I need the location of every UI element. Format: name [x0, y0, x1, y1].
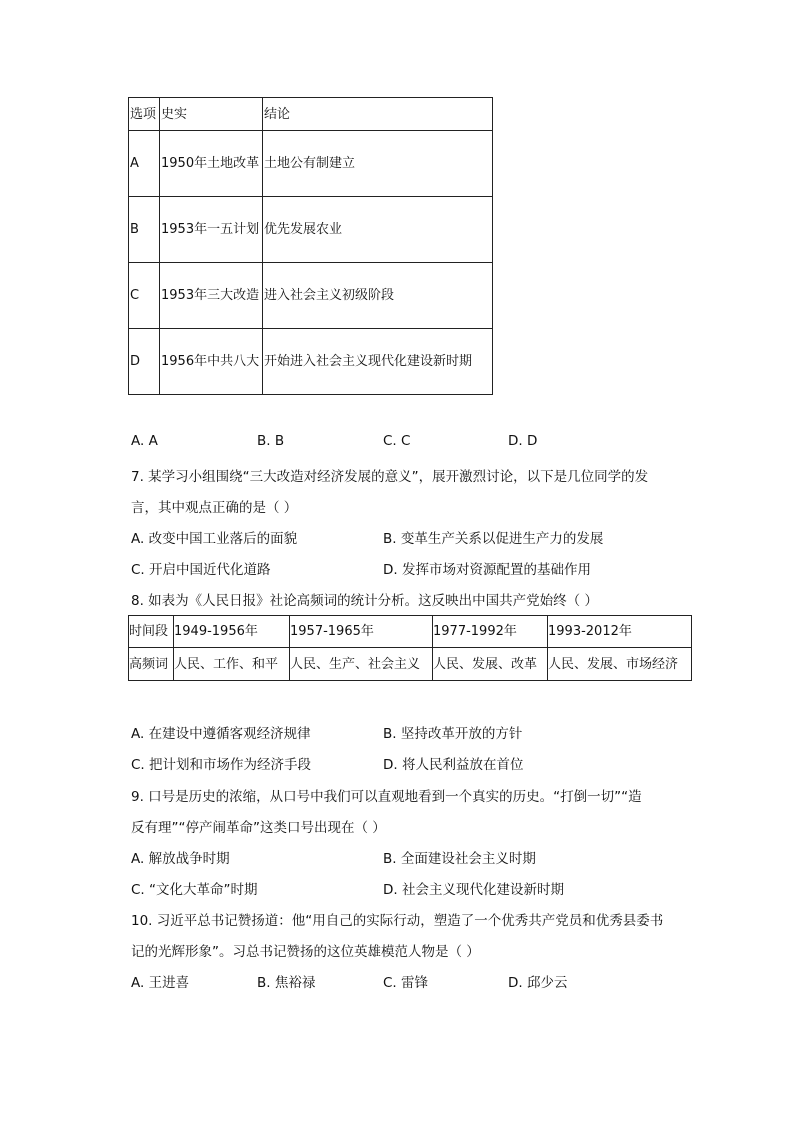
question-7-stem: 7. 某学习小组围绕“三大改造对经济发展的意义”，展开激烈讨论，以下是几位同学的发	[131, 469, 649, 485]
table-cell: 1953年一五计划	[160, 197, 263, 263]
question-8-stem: 8. 如表为《人民日报》社论高频词的统计分析。这反映出中国共产党始终（ ）	[131, 593, 598, 609]
table-header-cell: 史实	[160, 98, 263, 131]
option-b[interactable]: B. B	[257, 433, 285, 449]
table-cell: 1956年中共八大	[160, 329, 263, 395]
option-c[interactable]: C. 雷锋	[383, 975, 429, 991]
table-cell: 1993-2012年	[548, 616, 692, 648]
question-10-stem: 10. 习近平总书记赞扬道：他“用自己的实际行动，塑造了一个优秀共产党员和优秀县委书	[131, 913, 664, 929]
question-7-stem-continued: 言，其中观点正确的是（ ）	[131, 500, 298, 516]
table-cell: 优先发展农业	[263, 197, 493, 263]
table-header-cell: 选项	[129, 98, 160, 131]
table-cell: 人民、工作、和平	[174, 648, 290, 681]
table-row	[129, 329, 493, 395]
table-cell: 时间段	[129, 616, 174, 648]
option-b[interactable]: B. 变革生产关系以促进生产力的发展	[383, 531, 604, 547]
option-a[interactable]: A. 王进喜	[131, 975, 190, 991]
answer-choice-table	[128, 97, 493, 395]
table-cell: 1957-1965年	[290, 616, 433, 648]
option-d[interactable]: D. 发挥市场对资源配置的基础作用	[383, 562, 591, 578]
option-b[interactable]: B. 全面建设社会主义时期	[383, 851, 536, 867]
table-row	[129, 197, 493, 263]
option-d[interactable]: D. D	[508, 433, 538, 449]
option-c[interactable]: C. “文化大革命”时期	[131, 882, 258, 898]
table-cell: 人民、发展、改革	[433, 648, 548, 681]
table-cell: 高频词	[129, 648, 174, 681]
table-row	[129, 616, 692, 648]
table-cell: 1977-1992年	[433, 616, 548, 648]
table-row	[129, 131, 493, 197]
table-cell: 进入社会主义初级阶段	[263, 263, 493, 329]
table-cell: 1949-1956年	[174, 616, 290, 648]
table-cell: 开始进入社会主义现代化建设新时期	[263, 329, 493, 395]
option-c[interactable]: C. C	[383, 433, 411, 449]
table-cell: A	[129, 131, 160, 197]
option-a[interactable]: A. 改变中国工业落后的面貌	[131, 531, 298, 547]
table-header-cell: 结论	[263, 98, 493, 131]
table-cell: B	[129, 197, 160, 263]
option-b[interactable]: B. 坚持改革开放的方针	[383, 726, 523, 742]
option-b[interactable]: B. 焦裕禄	[257, 975, 316, 991]
question-9-stem-continued: 反有理”“停产闹革命”这类口号出现在（ ）	[131, 820, 386, 836]
table-cell: 人民、生产、社会主义	[290, 648, 433, 681]
table-cell: 1950年土地改革	[160, 131, 263, 197]
table-cell: 土地公有制建立	[263, 131, 493, 197]
table-cell: 1953年三大改造	[160, 263, 263, 329]
table-cell: C	[129, 263, 160, 329]
option-a[interactable]: A. 解放战争时期	[131, 851, 230, 867]
option-c[interactable]: C. 把计划和市场作为经济手段	[131, 757, 312, 773]
keyword-frequency-table	[128, 615, 692, 681]
option-d[interactable]: D. 将人民利益放在首位	[383, 757, 524, 773]
question-9-stem: 9. 口号是历史的浓缩，从口号中我们可以直观地看到一个真实的历史。“打倒一切”“造	[131, 789, 642, 805]
option-d[interactable]: D. 社会主义现代化建设新时期	[383, 882, 564, 898]
table-cell: D	[129, 329, 160, 395]
option-d[interactable]: D. 邱少云	[508, 975, 568, 991]
table-header-row	[129, 98, 493, 131]
table-row	[129, 648, 692, 681]
option-a[interactable]: A. A	[131, 433, 158, 449]
table-cell: 人民、发展、市场经济	[548, 648, 692, 681]
option-c[interactable]: C. 开启中国近代化道路	[131, 562, 271, 578]
table-row	[129, 263, 493, 329]
question-10-stem-continued: 记的光辉形象”。习总书记赞扬的这位英雄模范人物是（ ）	[131, 944, 480, 960]
option-a[interactable]: A. 在建设中遵循客观经济规律	[131, 726, 311, 742]
